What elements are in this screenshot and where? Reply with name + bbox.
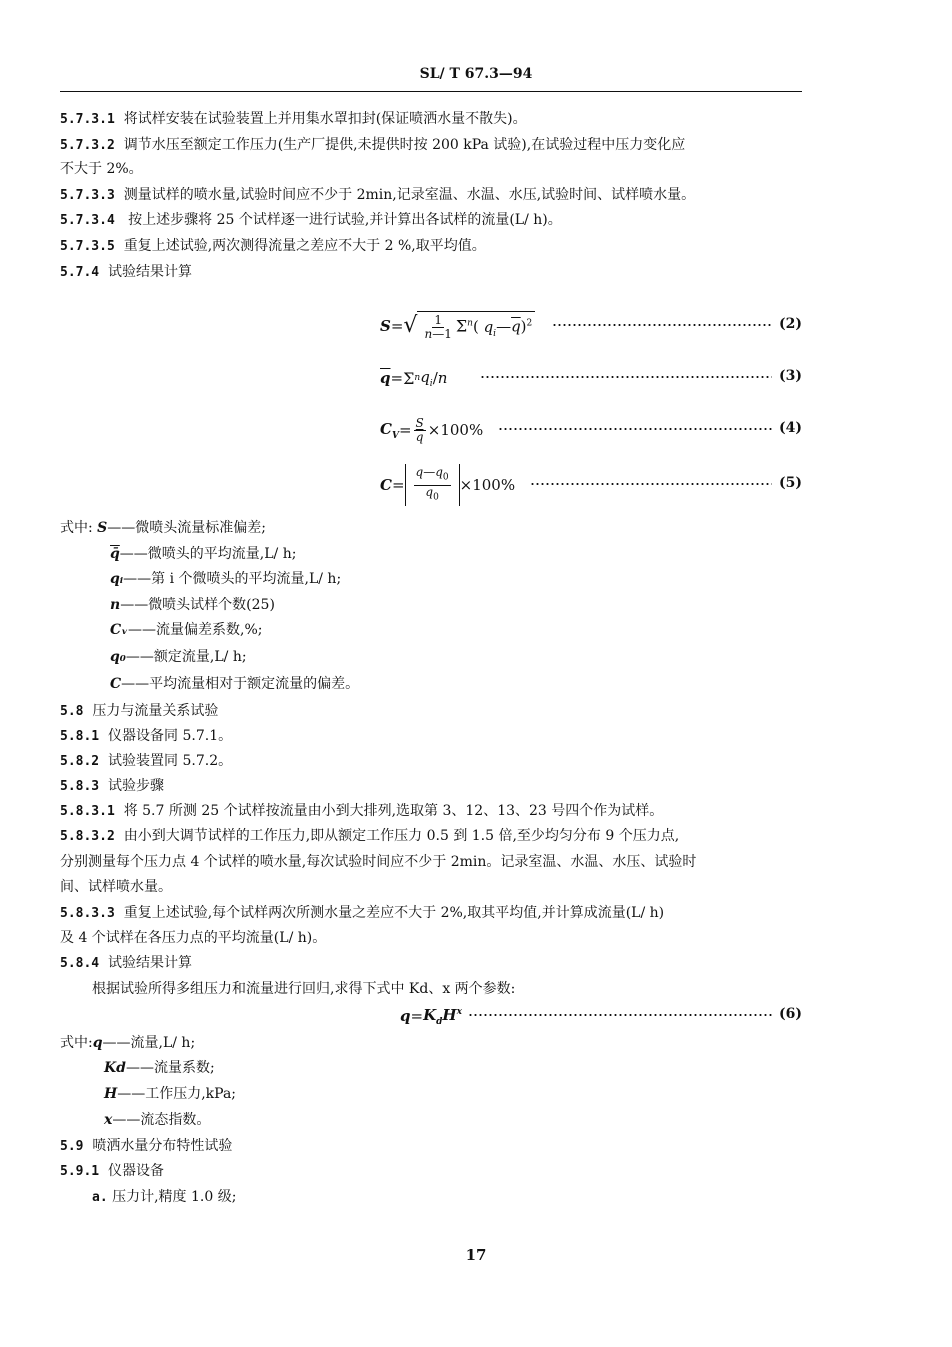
clause-text: 试验结果计算 <box>108 955 193 971</box>
formula-4 <box>380 410 802 450</box>
symbol: Kd <box>104 1060 126 1076</box>
clause-text: 试验结果计算 <box>108 264 193 280</box>
clause-5-7-3-2 <box>60 135 802 156</box>
symbol: q₀ <box>110 649 126 665</box>
leader-dots <box>498 424 772 434</box>
clause-5-8-2 <box>60 751 802 772</box>
clause-text: 试验步骤 <box>108 778 165 794</box>
clause-5-8 <box>60 701 802 722</box>
symbol-row <box>104 1058 846 1078</box>
clause-5-8-3-1 <box>60 801 802 822</box>
clause-number: 5.8 <box>60 704 84 719</box>
symbol-row <box>110 569 852 589</box>
list-text: 压力计,精度 1.0 级; <box>112 1189 237 1205</box>
clause-text: 将 5.7 所测 25 个试样按流量由小到大排列,选取第 3、12、13、23 号四个作为试样。 <box>123 803 664 819</box>
clause-number: 5.8.3.1 <box>60 804 115 819</box>
symbol-row <box>110 674 852 694</box>
clause-number: 5.7.3.4 <box>60 213 115 228</box>
clause-text: 调节水压至额定工作压力(生产厂提供,未提供时按 200 kPa 试验),在试验过程中压力变化应 <box>123 137 686 153</box>
leader-dots <box>468 1010 772 1020</box>
symbol: n <box>110 597 121 613</box>
clause-5-7-3-4 <box>60 210 802 231</box>
symbol: qᵢ <box>110 571 124 587</box>
clause-text: 重复上述试验,两次测得流量之差应不大于 2 %,取平均值。 <box>123 238 486 254</box>
symbol-desc: ——第 i 个微喷头的平均流量,L/ h; <box>123 571 342 587</box>
where-label: 式中: <box>60 520 93 536</box>
formula-6 <box>400 996 802 1036</box>
clause-5-8-4 <box>60 953 802 974</box>
clause-5-9 <box>60 1136 802 1157</box>
clause-text: 试验装置同 5.7.2。 <box>108 753 233 769</box>
symbol-desc: ——流量系数; <box>125 1060 215 1076</box>
formula-expression: $C_V$ = $\frac{S}{q}$ ×100% <box>380 415 484 444</box>
where-label: 式中: <box>60 1035 93 1051</box>
clause-text: 仪器设备同 5.7.1。 <box>108 728 233 744</box>
clause-text: 及 4 个试样在各压力点的平均流量(L/ h)。 <box>60 930 327 946</box>
clause-number: 5.7.3.1 <box>60 112 115 127</box>
clause-text: 喷洒水量分布特性试验 <box>92 1138 233 1154</box>
symbol: x <box>104 1112 113 1128</box>
clause-text: 分别测量每个压力点 4 个试样的喷水量,每次试验时间应不少于 2min。记录室温、水温、水压、试验时 <box>60 854 697 870</box>
symbol-desc: ——流态指数。 <box>112 1112 211 1128</box>
equation-number: (4) <box>779 420 802 436</box>
clause-number: 5.8.2 <box>60 754 100 769</box>
list-item <box>92 1187 834 1208</box>
equation-number: (2) <box>779 316 802 332</box>
clause-text: 重复上述试验,每个试样两次所测水量之差应不大于 2%,取其平均值,并计算成流量(L/ h) <box>123 905 665 921</box>
equation-number: (5) <box>779 475 802 491</box>
clause-continuation <box>60 159 802 179</box>
clause-5-8-3 <box>60 776 802 797</box>
clause-text: 将试样安装在试验装置上并用集水罩扣封(保证喷洒水量不散失)。 <box>123 111 527 127</box>
symbol-row <box>60 518 802 538</box>
clause-number: 5.7.4 <box>60 265 100 280</box>
clause-5-8-1 <box>60 726 802 747</box>
clause-text: 不大于 2%。 <box>60 161 143 177</box>
clause-number: 5.8.1 <box>60 729 100 744</box>
clause-text: 测量试样的喷水量,试验时间应不少于 2min,记录室温、水温、水压,试验时间、试样喷水量。 <box>123 187 696 203</box>
equation-number: (3) <box>779 368 802 384</box>
equation-number: (6) <box>779 1006 802 1022</box>
clause-text: 按上述步骤将 25 个试样逐一进行试验,并计算出各试样的流量(L/ h)。 <box>128 212 562 228</box>
formula-expression: q = $K_dH^x$ <box>400 1005 462 1027</box>
symbol-row <box>110 595 852 615</box>
clause-5-8-3-2 <box>60 826 802 847</box>
symbol-desc: ——额定流量,L/ h; <box>125 649 247 665</box>
clause-5-7-3-3 <box>60 185 802 206</box>
clause-number: 5.9.1 <box>60 1164 100 1179</box>
clause-5-9-1 <box>60 1161 802 1182</box>
formula-2 <box>380 306 802 346</box>
clause-continuation <box>60 928 802 948</box>
running-header: SL/ T 67.3—94 <box>419 66 533 82</box>
clause-5-7-3-5 <box>60 236 802 257</box>
symbol: C <box>110 676 122 692</box>
clause-number: 5.8.4 <box>60 956 100 971</box>
symbol-row <box>110 544 852 564</box>
symbol-desc: ——微喷头的平均流量,L/ h; <box>119 546 297 562</box>
clause-number: 5.7.3.5 <box>60 239 115 254</box>
clause-text: 仪器设备 <box>108 1163 165 1179</box>
clause-continuation <box>60 852 802 872</box>
leader-dots <box>552 320 772 330</box>
symbol-desc: ——微喷头流量标准偏差; <box>107 520 267 536</box>
clause-number: 5.7.3.2 <box>60 138 115 153</box>
symbol-desc: ——平均流量相对于额定流量的偏差。 <box>121 676 360 692</box>
leader-dots <box>480 372 772 382</box>
symbol-desc: ——微喷头试样个数(25) <box>120 597 275 613</box>
symbol: S <box>97 520 108 536</box>
clause-number: 5.8.3.3 <box>60 906 115 921</box>
symbol-row <box>104 1110 846 1130</box>
symbol: Cᵥ <box>110 622 129 638</box>
clause-continuation <box>60 877 802 897</box>
formula-expression: $\overline{q}$ = Σ n $q_i$ / n <box>380 367 448 389</box>
clause-text: 由小到大调节试样的工作压力,即从额定工作压力 0.5 到 1.5 倍,至少均匀分布 9 个压力点, <box>123 828 680 844</box>
clause-text: 间、试样喷水量。 <box>60 879 172 895</box>
symbol-desc: ——工作压力,kPa; <box>117 1086 237 1102</box>
formula-5 <box>380 465 802 505</box>
symbol: q <box>92 1035 103 1051</box>
clause-number: 5.9 <box>60 1139 84 1154</box>
symbol-row <box>110 647 852 667</box>
leader-dots <box>530 479 772 489</box>
list-marker: a. <box>92 1190 108 1205</box>
symbol: q̄ <box>110 546 120 562</box>
clause-text: 压力与流量关系试验 <box>92 703 219 719</box>
symbol-row <box>110 620 852 640</box>
clause-number: 5.7.3.3 <box>60 188 115 203</box>
symbol: H <box>104 1086 118 1102</box>
symbol-row <box>104 1084 846 1104</box>
symbol-desc: ——流量偏差系数,%; <box>128 622 263 638</box>
clause-5-8-3-3 <box>60 903 802 924</box>
page-number: 17 <box>465 1246 487 1264</box>
clause-5-7-4 <box>60 262 802 283</box>
formula-expression: C = $\frac{q—q_0}{q_0}$ ×100% <box>380 465 515 505</box>
formula-3 <box>380 358 802 398</box>
header-rule <box>60 91 802 92</box>
formula-expression: S = √ $\frac{1}{n—1}$ $\Sigma^n$( $q_i—\overline{q})^2$ <box>380 306 535 346</box>
clause-number: 5.8.3.2 <box>60 829 115 844</box>
symbol-desc: ——流量,L/ h; <box>102 1035 196 1051</box>
clause-5-7-3-1 <box>60 109 802 130</box>
clause-number: 5.8.3 <box>60 779 100 794</box>
symbol-row <box>60 1033 802 1053</box>
paragraph-text: 根据试验所得多组压力和流量进行回归,求得下式中 Kd、x 两个参数: <box>92 981 516 997</box>
